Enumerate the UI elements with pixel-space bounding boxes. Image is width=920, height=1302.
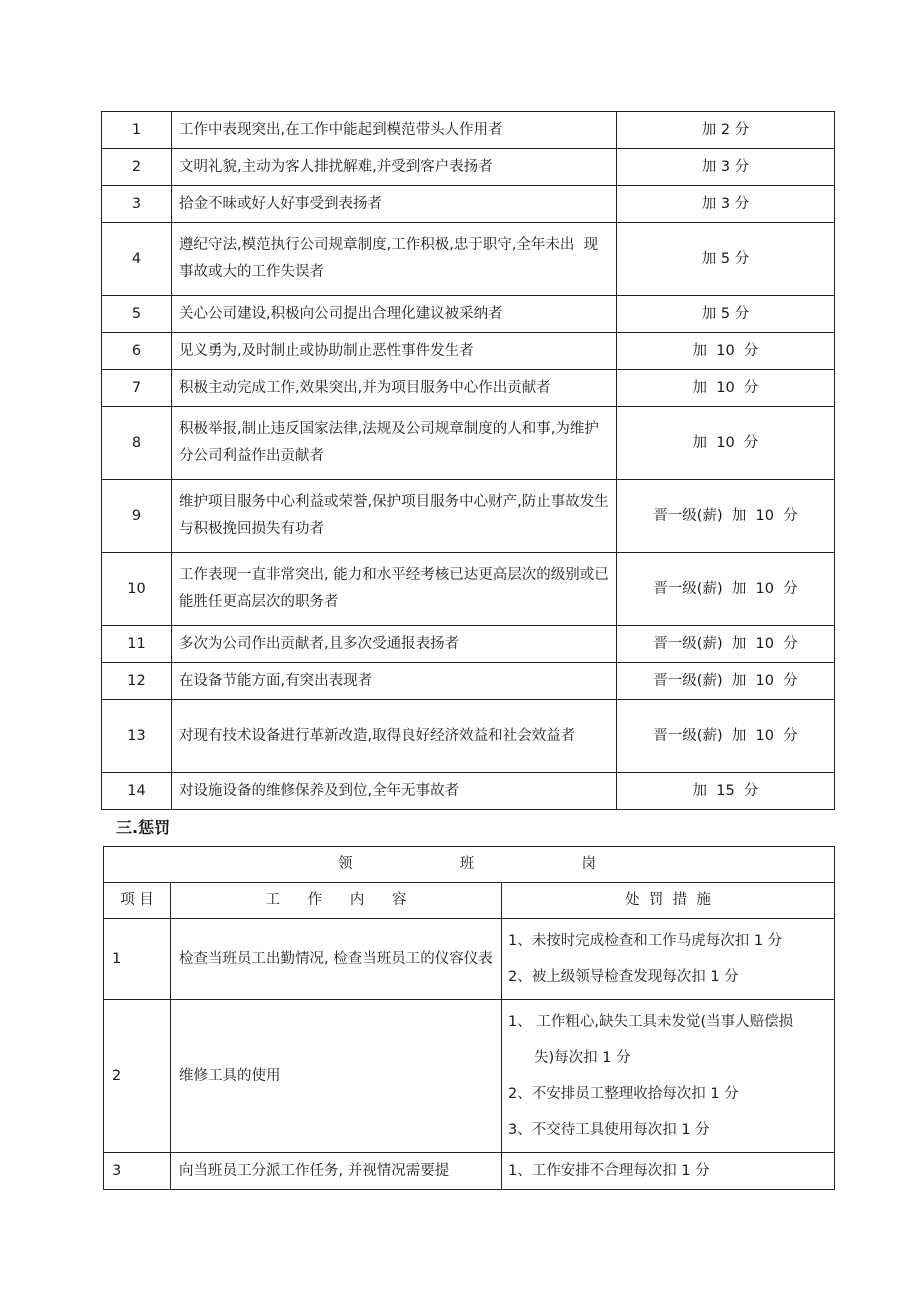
reward-row-score: 晋一级(薪) 加 10 分 [617,480,835,553]
reward-row-score: 加 5 分 [617,223,835,296]
reward-row-score: 加 3 分 [617,149,835,186]
reward-row-no: 8 [102,407,172,480]
reward-row-score: 加 10 分 [617,333,835,370]
reward-row-score: 加 10 分 [617,407,835,480]
section-title: 三.惩罚 [116,818,171,837]
reward-row-no: 9 [102,480,172,553]
rewards-table [101,111,835,810]
penalty-row-measures [502,919,835,1000]
reward-row [102,149,835,186]
reward-row-content: 维护项目服务中心利益或荣誉,保护项目服务中心财产,防止事故发生与积极挽回损失有功者 [172,480,617,553]
reward-row-content: 工作表现一直非常突出, 能力和水平经考核已达更高层次的级别或已能胜任更高层次的职务者 [172,553,617,626]
reward-row-score: 晋一级(薪) 加 10 分 [617,553,835,626]
reward-row-score: 加 2 分 [617,112,835,149]
penalty-row [104,1000,835,1153]
reward-row-no: 3 [102,186,172,223]
reward-row-content: 在设备节能方面,有突出表现者 [172,663,617,700]
penalty-row [104,919,835,1000]
reward-row-no: 4 [102,223,172,296]
measure-item: 1、 工作粗心,缺失工具未发觉(当事人赔偿损 [508,1014,794,1030]
reward-row [102,626,835,663]
reward-row-score: 加 5 分 [617,296,835,333]
penalty-header-row [104,883,835,919]
measure-item: 1、工作安排不合理每次扣 1 分 [508,1163,710,1179]
reward-row-no: 6 [102,333,172,370]
reward-row-no: 7 [102,370,172,407]
reward-row-no: 2 [102,149,172,186]
reward-row-score: 晋一级(薪) 加 10 分 [617,700,835,773]
reward-row-no: 1 [102,112,172,149]
measure-item: 1、未按时完成检查和工作马虎每次扣 1 分 [508,933,783,949]
reward-row [102,112,835,149]
reward-row-content: 关心公司建设,积极向公司提出合理化建议被采纳者 [172,296,617,333]
header-penalty-measures: 处 罚 措 施 [502,883,835,919]
measure-item: 2、不安排员工整理收拾每次扣 1 分 [508,1086,739,1102]
reward-row-no: 11 [102,626,172,663]
reward-row [102,223,835,296]
penalty-row-measures [502,1000,835,1153]
reward-row-score: 晋一级(薪) 加 10 分 [617,626,835,663]
reward-row-content: 拾金不昧或好人好事受到表扬者 [172,186,617,223]
penalty-row-content: 向当班员工分派工作任务, 并视情况需要提 [171,1153,502,1190]
penalty-title: 领 班 岗 [104,847,835,883]
penalty-row-no: 3 [104,1153,171,1190]
reward-row [102,480,835,553]
reward-row-score: 晋一级(薪) 加 10 分 [617,663,835,700]
penalty-row-no: 2 [104,1000,171,1153]
reward-row-content: 多次为公司作出贡献者,且多次受通报表扬者 [172,626,617,663]
reward-row [102,663,835,700]
reward-row-content: 对设施设备的维修保养及到位,全年无事故者 [172,773,617,810]
measure-item-continued: 失)每次扣 1 分 [534,1050,631,1066]
reward-row-no: 14 [102,773,172,810]
reward-row-score: 加 10 分 [617,370,835,407]
reward-row-content: 对现有技术设备进行革新改造,取得良好经济效益和社会效益者 [172,700,617,773]
penalty-row [104,1153,835,1190]
penalty-table [103,846,835,1190]
penalty-row-content: 检查当班员工出勤情况, 检查当班员工的仪容仪表 [171,919,502,1000]
penalty-row-measures [502,1153,835,1190]
reward-row-score: 加 15 分 [617,773,835,810]
reward-row [102,553,835,626]
reward-row-content: 积极举报,制止违反国家法律,法规及公司规章制度的人和事,为维护分公司利益作出贡献者 [172,407,617,480]
reward-row-content: 积极主动完成工作,效果突出,并为项目服务中心作出贡献者 [172,370,617,407]
reward-row [102,370,835,407]
reward-row [102,773,835,810]
penalty-row-no: 1 [104,919,171,1000]
measure-item: 3、不交待工具使用每次扣 1 分 [508,1122,710,1138]
reward-row [102,186,835,223]
reward-row-content: 文明礼貌,主动为客人排扰解难,并受到客户表扬者 [172,149,617,186]
reward-row-content: 见义勇为,及时制止或协助制止恶性事件发生者 [172,333,617,370]
penalty-row-content: 维修工具的使用 [171,1000,502,1153]
reward-row [102,700,835,773]
reward-row [102,296,835,333]
reward-row [102,333,835,370]
reward-row-content: 遵纪守法,模范执行公司规章制度,工作积极,忠于职守,全年未出 现事故或大的工作失误者 [172,223,617,296]
measure-item: 2、被上级领导检查发现每次扣 1 分 [508,969,739,985]
reward-row-score: 加 3 分 [617,186,835,223]
header-work-content: 工 作 内 容 [171,883,502,919]
reward-row-no: 13 [102,700,172,773]
reward-row-no: 12 [102,663,172,700]
reward-row-content: 工作中表现突出,在工作中能起到模范带头人作用者 [172,112,617,149]
reward-row [102,407,835,480]
reward-row-no: 10 [102,553,172,626]
reward-row-no: 5 [102,296,172,333]
header-item-no: 项 目 [104,883,171,919]
penalty-title-row [104,847,835,883]
